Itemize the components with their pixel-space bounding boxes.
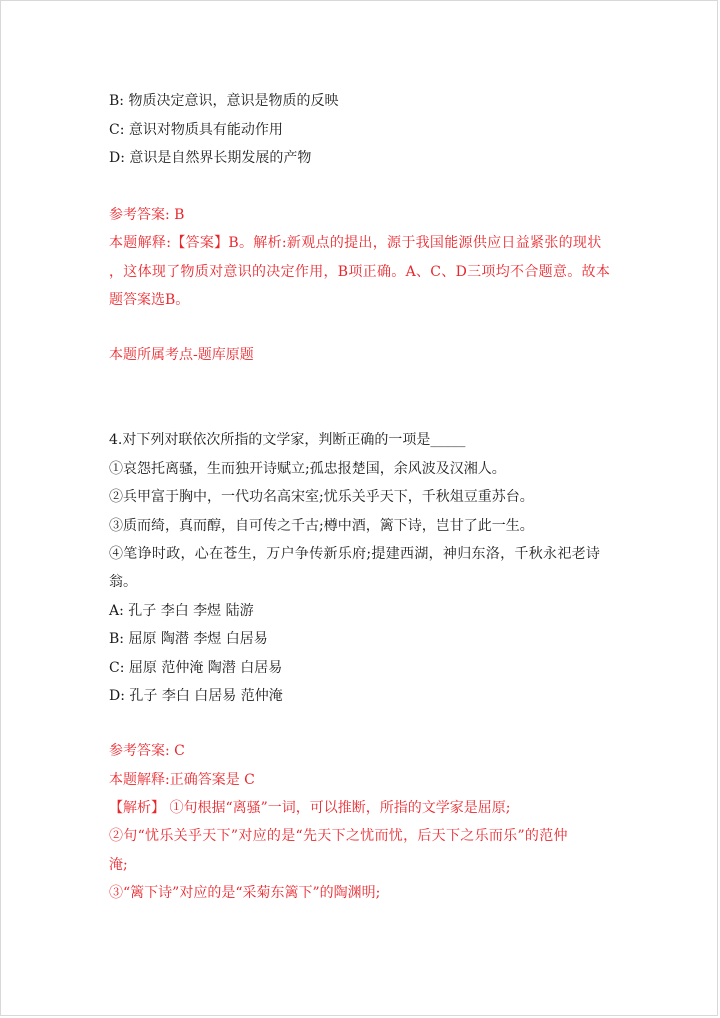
q3-option-b: B: 物质决定意识，意识是物质的反映: [109, 93, 339, 109]
q3-topic-tag: 本题所属考点-题库原题: [109, 347, 254, 363]
q3-explanation-line-3: 题答案选B。: [109, 292, 190, 308]
q3-option-c: C: 意识对物质具有能动作用: [109, 122, 283, 138]
q3-answer: 参考答案: B: [109, 207, 185, 223]
q4-item-2: ②兵甲富于胸中，一代功名高宋室;忧乐关乎天下，千秋俎豆重苏台。: [109, 489, 534, 505]
q4-explanation-line-1: 本题解释:正确答案是 C: [109, 772, 255, 788]
q4-option-b: B: 屈原 陶潜 李煜 白居易: [109, 631, 268, 647]
q4-item-1: ①哀怨托离骚，生而独开诗赋立;孤忠报楚国，余风波及汉湘人。: [109, 461, 506, 477]
q4-explanation-line-3: ②句“忧乐关乎天下”对应的是“先天下之忧而忧，后天下之乐而乐”的范仲: [109, 828, 568, 844]
q3-explanation-line-2: ，这体现了物质对意识的决定作用，B项正确。A、C、D三项均不合题意。故本: [109, 264, 611, 280]
q3-explanation-line-1: 本题解释:【答案】B。解析:新观点的提出，源于我国能源供应日益紧张的现状: [109, 235, 602, 251]
q4-item-3: ③质而绮，真而醇，自可传之千古;樽中酒，篱下诗，岂甘了此一生。: [109, 518, 534, 534]
q4-explanation-line-5: ③“篱下诗”对应的是“采菊东篱下”的陶渊明;: [109, 885, 381, 901]
q4-answer: 参考答案: C: [109, 743, 185, 759]
q4-item-4: ④笔诤时政，心在苍生，万户争传新乐府;提建西湖，神归东洛，千秋永祀老诗: [109, 546, 601, 562]
q4-explanation-line-2: 【解析】 ①句根据“离骚”一词，可以推断，所指的文学家是屈原;: [109, 800, 511, 816]
q4-option-a: A: 孔子 李白 李煜 陆游: [109, 603, 254, 619]
q4-stem: 4.对下列对联依次所指的文学家，判断正确的一项是_____: [109, 432, 466, 448]
q4-option-d: D: 孔子 李白 白居易 范仲淹: [109, 688, 283, 704]
q4-item-4-continued: 翁。: [109, 574, 137, 590]
q4-explanation-line-4: 淹;: [109, 857, 128, 873]
q3-option-d: D: 意识是自然界长期发展的产物: [109, 150, 312, 166]
q4-option-c: C: 屈原 范仲淹 陶潜 白居易: [109, 660, 283, 676]
